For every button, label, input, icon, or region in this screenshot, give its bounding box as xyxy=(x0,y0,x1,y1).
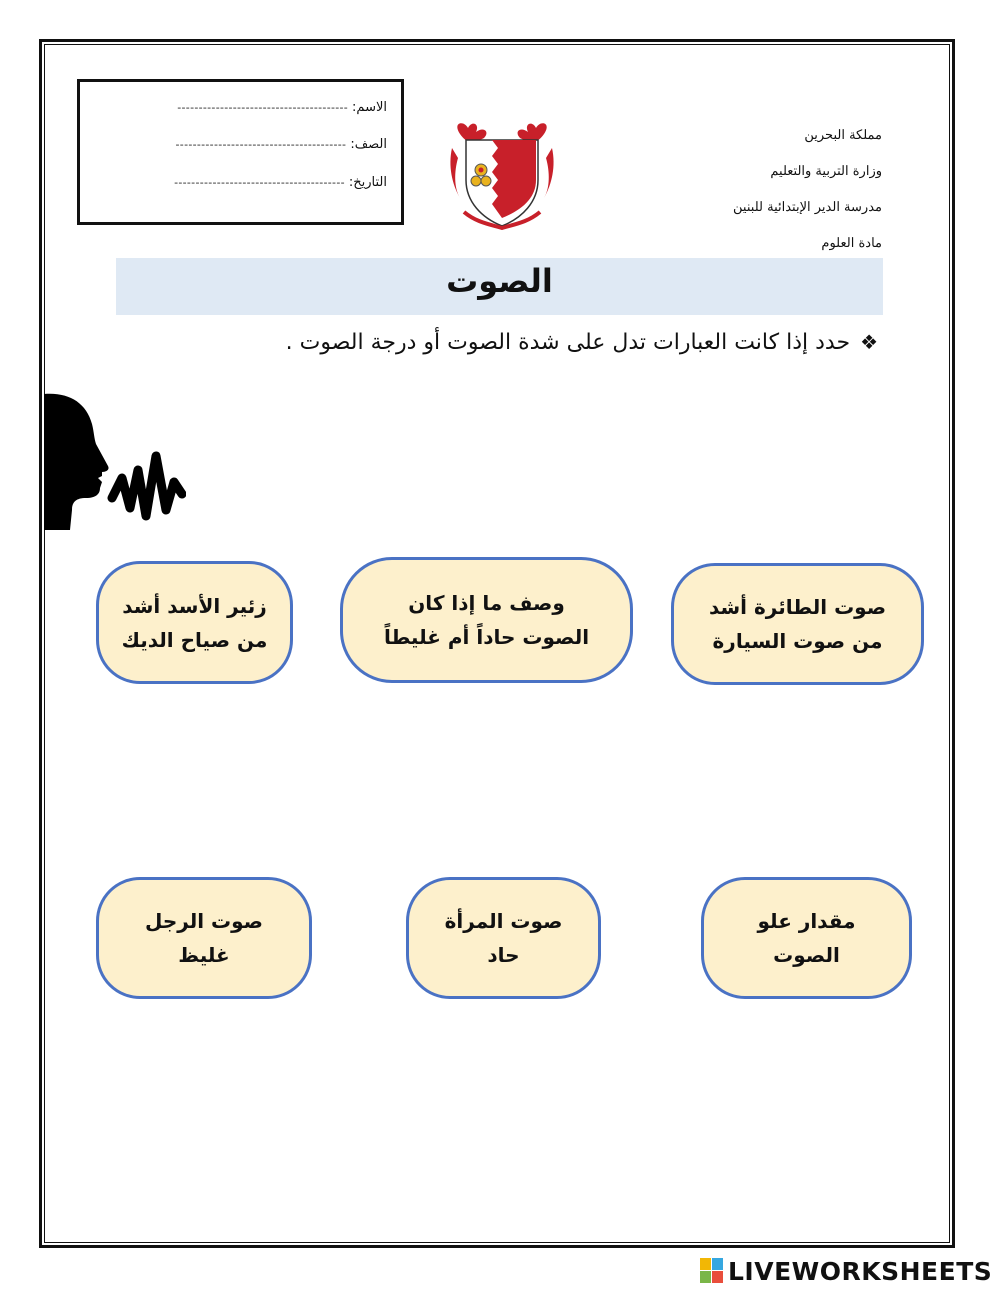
ministry-name: وزارة التربية والتعليم xyxy=(770,164,882,179)
card-text-line2: الصوت xyxy=(773,943,840,967)
liveworksheets-logo[interactable] xyxy=(700,1256,992,1286)
statement-card[interactable] xyxy=(406,877,601,999)
speaking-head-icon xyxy=(44,390,186,530)
school-header xyxy=(733,118,882,262)
card-text-line1: صوت المرأة xyxy=(444,909,563,933)
card-text-line2: من صوت السيارة xyxy=(712,629,883,653)
card-text-line1: صوت الطائرة أشد xyxy=(708,595,887,619)
card-text-line1: وصف ما إذا كان xyxy=(408,591,565,615)
school-name: مدرسة الدير الإبتدائية للبنين xyxy=(733,200,882,215)
statement-card[interactable] xyxy=(671,563,924,685)
statement-card[interactable] xyxy=(701,877,912,999)
instruction-text: حدد إذا كانت العبارات تدل على شدة الصوت أو درجة الصوت . xyxy=(285,330,851,355)
brand-text: LIVEWORKSHEETS xyxy=(728,1256,993,1286)
card-text-line1: صوت الرجل xyxy=(145,909,263,933)
date-label: التاريخ: xyxy=(348,175,387,190)
title-bar xyxy=(116,258,883,315)
class-field[interactable] xyxy=(176,137,387,152)
statement-card[interactable] xyxy=(96,877,312,999)
card-text-line2: الصوت حاداً أم غليطاً xyxy=(383,625,590,649)
card-text-line2: غليظ xyxy=(178,943,230,967)
card-text-line2: حاد xyxy=(487,943,520,967)
page-title: الصوت xyxy=(446,262,553,300)
student-info-box xyxy=(77,79,404,225)
date-dash-line: ---------------------------------------- xyxy=(174,176,345,189)
bahrain-coat-of-arms-icon xyxy=(446,118,558,230)
name-label: الاسم: xyxy=(352,100,387,115)
name-dash-line: ---------------------------------------- xyxy=(177,101,349,114)
class-label: الصف: xyxy=(350,137,387,152)
card-text-line1: مقدار علو xyxy=(757,909,856,933)
instruction-line xyxy=(286,330,878,355)
statement-card[interactable] xyxy=(340,557,633,683)
subject-name: مادة العلوم xyxy=(821,236,882,251)
diamond-bullet-icon: ❖ xyxy=(860,330,878,354)
card-text-line1: زئير الأسد أشد xyxy=(122,593,267,618)
class-dash-line: ---------------------------------------- xyxy=(175,138,347,151)
statement-card[interactable] xyxy=(96,561,293,684)
country-name: مملكة البحرين xyxy=(804,128,882,143)
date-field[interactable] xyxy=(174,175,387,190)
liveworksheets-icon xyxy=(700,1258,724,1284)
card-text-line2: من صياح الديك xyxy=(121,627,268,652)
name-field[interactable] xyxy=(177,100,387,115)
